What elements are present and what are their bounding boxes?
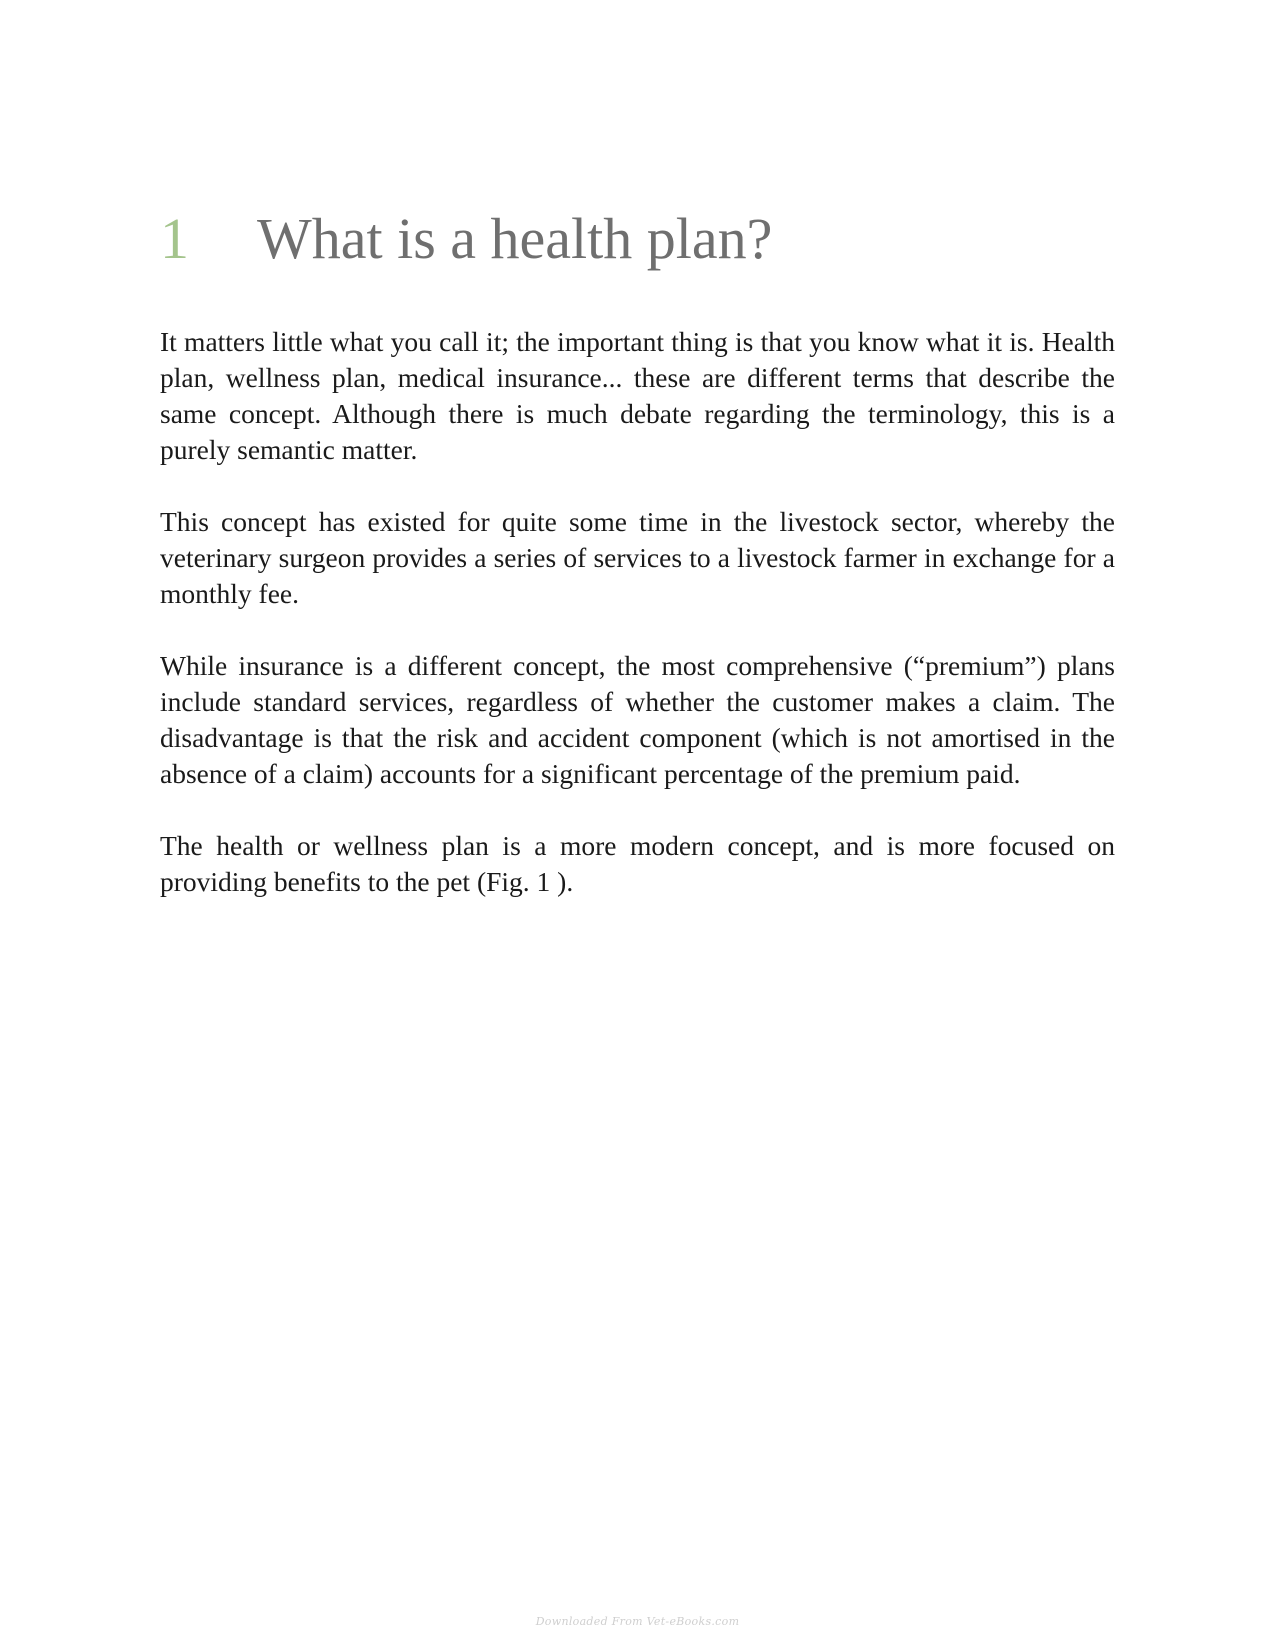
document-page (160, 0, 1115, 1650)
download-watermark: Downloaded From Vet-eBooks.com (535, 1615, 740, 1628)
body-text (160, 324, 1115, 936)
chapter-number: 1 (160, 206, 189, 271)
chapter-title: What is a health plan? (257, 206, 773, 271)
paragraph: It matters little what you call it; the important thing is that you know what it is. Health plan, wellness plan, medical insurance... these are different terms that describe the same concept. Although there is much debate regarding the terminology, this is a purely semantic matter. (160, 326, 1115, 465)
paragraph: This concept has existed for quite some time in the livestock sector, whereby the veterinary surgeon provides a series of services to a livestock farmer in exchange for a monthly fee. (160, 506, 1115, 609)
paragraph: While insurance is a different concept, the most comprehensive (“premium”) plans include standard services, regardless of whether the customer makes a claim. The disadvantage is that the risk and accident component (which is not amortised in the absence of a claim) accounts for a significant percentage of the premium paid. (160, 650, 1115, 789)
paragraph: The health or wellness plan is a more modern concept, and is more focused on providing benefits to the pet (Fig. 1 ). (160, 830, 1115, 897)
chapter-heading (160, 206, 1115, 290)
